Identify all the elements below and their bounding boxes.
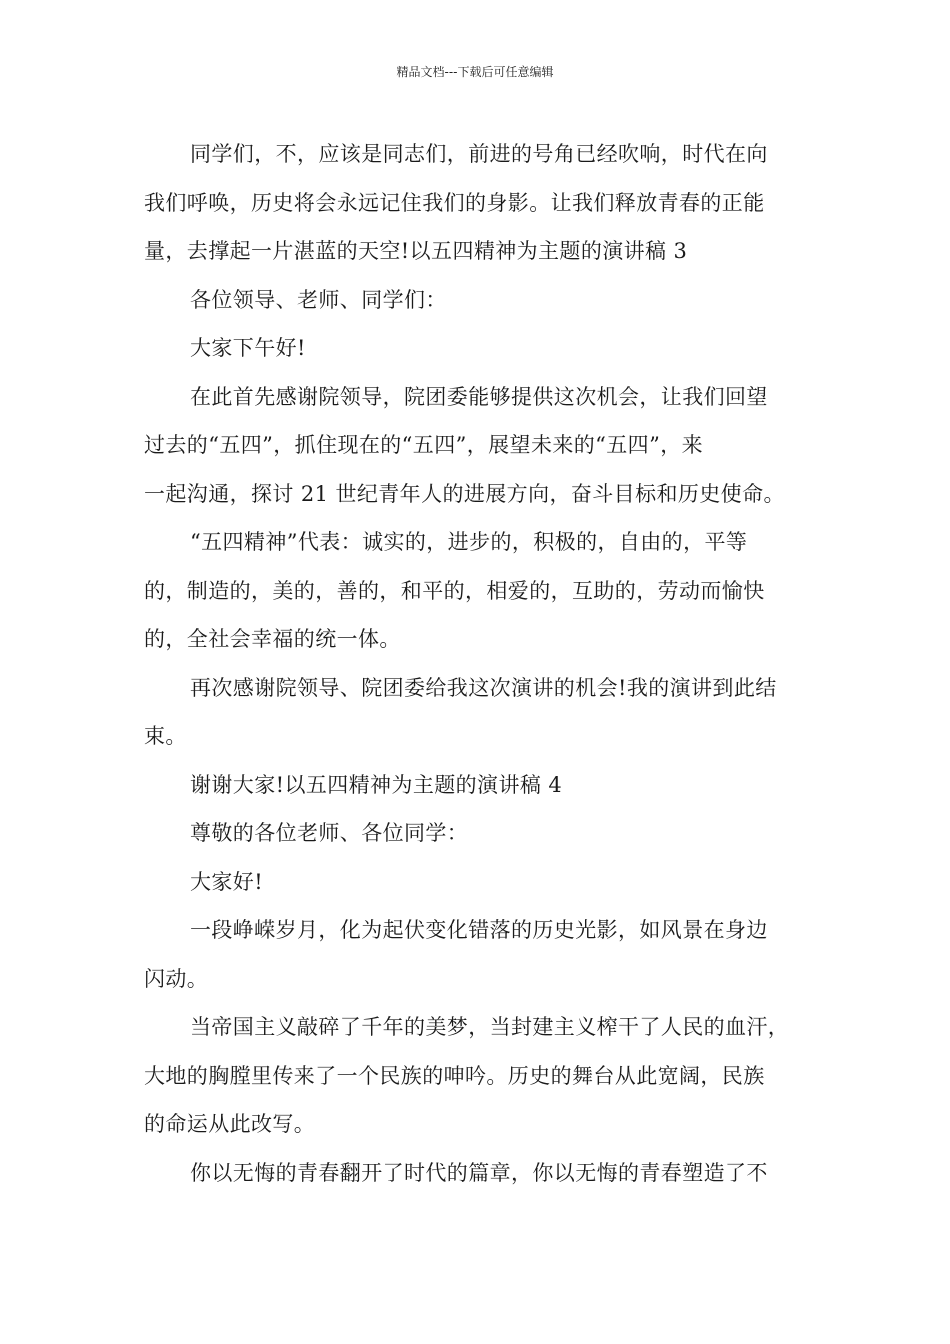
text-line: “五四精神”代表：诚实的，进步的，积极的，自由的，平等 (190, 530, 748, 554)
text-line: 量，去撑起一片湛蓝的天空!以五四精神为主题的演讲稿 3 (144, 239, 688, 263)
text-line: 大家好! (190, 869, 264, 894)
text-line: 大家下午好! (190, 336, 306, 360)
text-line: 的命运从此改写。 (144, 1112, 316, 1136)
text-line: 闪动。 (144, 966, 209, 991)
text-line: 同学们，不，应该是同志们，前进的号角已经吹响，时代在向 (190, 142, 768, 166)
document-body (144, 130, 812, 1197)
text-line: 谢谢大家!以五四精神为主题的演讲稿 4 (190, 772, 563, 797)
text-line: 束。 (144, 724, 187, 748)
text-line: 大地的胸膛里传来了一个民族的呻吟。历史的舞台从此宽阔，民族 (144, 1063, 765, 1088)
text-line: 尊敬的各位老师、各位同学： (190, 821, 469, 845)
text-line: 的，全社会幸福的统一体。 (144, 627, 401, 651)
page-header: 精品文档---下载后可任意编辑 (396, 65, 554, 79)
text-line: 的，制造的，美的，善的，和平的，相爱的，互助的，劳动而愉快 (144, 578, 765, 603)
text-line: 当帝国主义敲碎了千年的美梦，当封建主义榨干了人民的血汗， (190, 1015, 790, 1039)
text-line: 你以无悔的青春翻开了时代的篇章，你以无悔的青春塑造了不 (190, 1160, 768, 1185)
text-line: 各位领导、老师、同学们： (190, 287, 447, 312)
text-line: 过去的“五四”，抓住现在的“五四”，展望未来的“五四”，来 (144, 433, 704, 457)
text-line: 一段峥嵘岁月，化为起伏变化错落的历史光影，如风景在身边 (190, 918, 768, 942)
text-line: 我们呼唤，历史将会永远记住我们的身影。让我们释放青春的正能 (144, 190, 765, 215)
text-line: 一起沟通，探讨 21 世纪青年人的进展方向，奋斗目标和历史使命。 (144, 481, 785, 506)
text-line: 再次感谢院领导、院团委给我这次演讲的机会!我的演讲到此结 (190, 675, 777, 700)
text-line: 在此首先感谢院领导，院团委能够提供这次机会，让我们回望 (190, 384, 768, 409)
